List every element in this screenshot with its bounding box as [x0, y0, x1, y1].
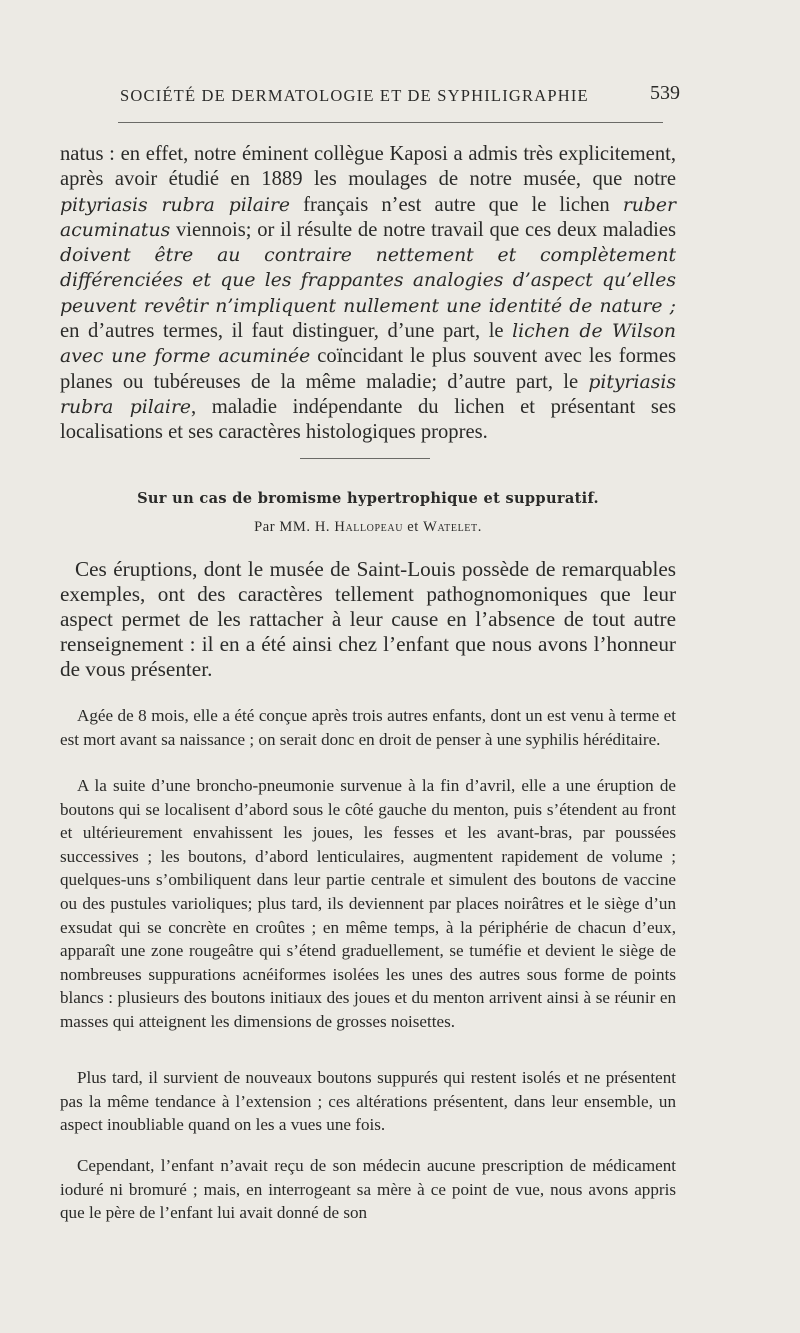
paragraph-text: Plus tard, il survient de nouveaux boutons suppurés qui restent isolés et ne présentent pas la même tendance à l’extension ; ces altérations présentent, dans leur ensemble, un aspect inoubliable quand on les a vues une fois. — [60, 1068, 676, 1135]
article-title: Sur un cas de bromisme hypertrophique et suppuratif. — [137, 490, 599, 507]
article-authors — [60, 519, 676, 536]
paragraph-text: A la suite d’une broncho-pneumonie survenue à la fin d’avril, elle a une éruption de boutons qui se localisent d’abord sous le côté gauche du menton, puis s’étendent au front et ultérieurement envahissent les joues, les fesses et les avant-bras, par poussées successives ; les boutons, d’abord lenticulaires, augmentent rapidement de volume ; quelques-uns s’ombiliquent dans leur partie centrale et simulent des boutons de vaccine ou des pustules varioliques; plus tard, ils deviennent par places noirâtres et le siège d’un exsudat qui se concrète en croûtes ; en même temps, à la périphérie de chacun d’eux, apparaît une zone rougeâtre qui s’étend graduellement, se tuméfie et devient le siège de nombreuses suppurations acnéiformes isolées les unes des autres sous forme de points blancs : plusieurs des boutons initiaux des joues et du menton arrivent ainsi à se réunir en masses qui atteignent les dimensions de grosses noisettes. — [60, 776, 676, 1031]
body-paragraph — [60, 704, 676, 751]
text-run: coïncidant le plus souvent avec les formes planes ou tubéreuses de la même maladie; d’autre part, le — [60, 345, 676, 393]
italic-run: pityriasis rubra pilaire — [60, 371, 676, 418]
text-run: , maladie indépendante du lichen et présentant ses localisations et ses caractères histologiques propres. — [60, 395, 676, 444]
paragraph-text: Agée de 8 mois, elle a été conçue après trois autres enfants, dont un est venu à terme et est mort avant sa naissance ; on serait donc en droit de penser à une syphilis héréditaire. — [60, 706, 676, 749]
italic-run: pityriasis rubra pilaire — [60, 194, 291, 216]
byline-conjunction: et — [403, 519, 424, 535]
header-rule — [118, 122, 663, 123]
italic-run: doivent être au contraire nettement et complètement différenciées et que les frappantes analogies d’aspect qu’elles peuvent revêtir n’impliquent nullement une identité de nature ; — [60, 245, 676, 317]
continuation-paragraph — [60, 142, 676, 446]
intro-paragraph — [60, 557, 676, 682]
text-run: français n’est autre que le lichen — [290, 193, 623, 216]
text-run: en d’autres termes, il faut distinguer, d’une part, le — [60, 320, 513, 343]
text-run: viennois; or il résulte de notre travail que ces deux maladies — [170, 218, 676, 241]
section-separator — [300, 458, 430, 459]
byline-period: . — [477, 519, 482, 535]
byline-prefix: Par MM. H. — [254, 519, 335, 535]
italic-run: lichen de Wilson avec une forme acuminée — [60, 321, 676, 368]
text-run: natus : en effet, notre éminent collègue Kaposi a admis très explicitement, après avoir étudié en 1889 les moulages de notre musée, que notre — [60, 143, 676, 191]
paragraph-text: Cependant, l’enfant n’avait reçu de son médecin aucune prescription de médicament ioduré ni bromuré ; mais, en interrogeant sa mère à ce point de vue, nous avons appris que le père de l’enfant lui avait donné de son — [60, 1156, 676, 1223]
running-title: SOCIÉTÉ DE DERMATOLOGIE ET DE SYPHILIGRAPHIE — [120, 86, 589, 105]
intro-text: Ces éruptions, dont le musée de Saint-Louis possède de remarquables exemples, ont des caractères tellement pathognomoniques que leur aspect permet de les rattacher à leur cause en l’absence de tout autre renseignement : il en a été ainsi chez l’enfant que nous avons l’honneur de vous présenter. — [60, 557, 676, 681]
body-paragraph — [60, 774, 676, 1034]
body-paragraph — [60, 1066, 676, 1137]
page-number: 539 — [650, 82, 680, 104]
author-name: Hallopeau — [334, 519, 404, 535]
italic-run: ruber acuminatus — [60, 194, 677, 241]
body-paragraph — [60, 1154, 676, 1225]
author-name: Watelet — [423, 519, 478, 535]
